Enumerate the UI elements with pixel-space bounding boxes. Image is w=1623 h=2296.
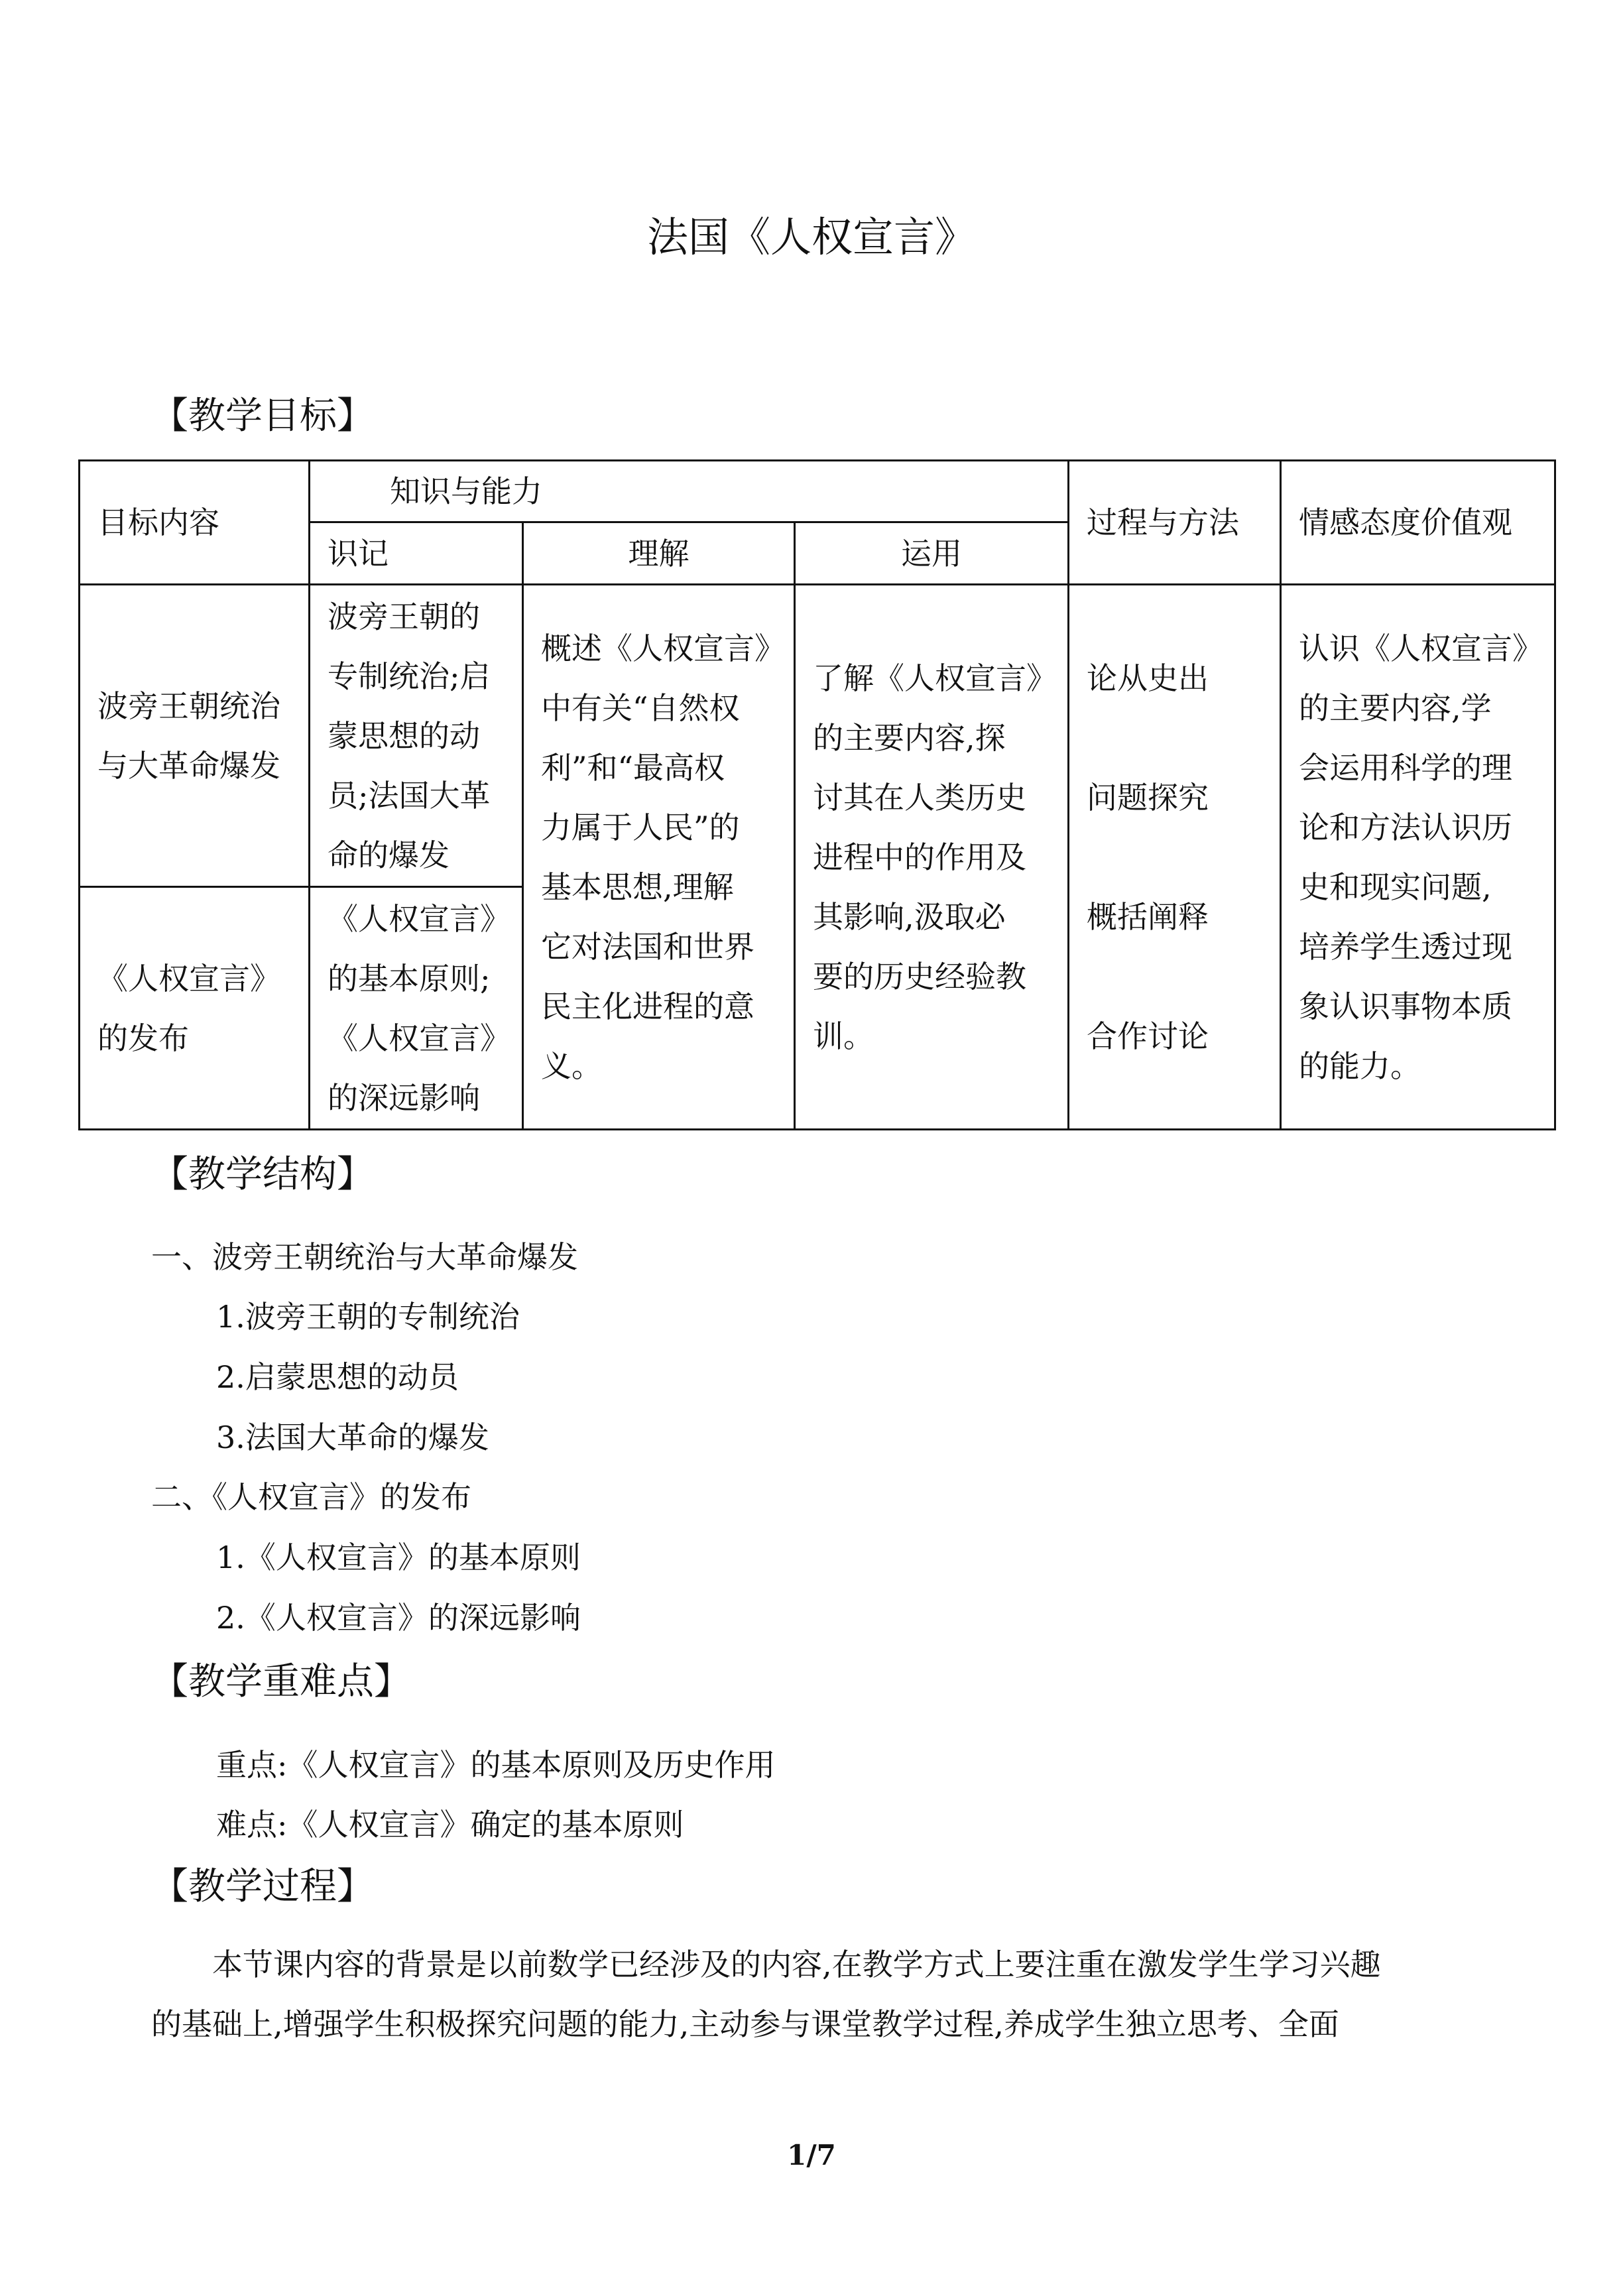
section-heading-key-points: 【教学重难点】 <box>151 1660 411 1703</box>
header-process-method: 过程与方法 <box>1069 461 1281 585</box>
row1-target: 波旁王朝统治 与大革命爆发 <box>80 585 310 887</box>
row2-remember: 《人权宣言》 的基本原则; 《人权宣言》 的深远影响 <box>310 887 523 1130</box>
structure-item: 3.法国大革命的爆发 <box>216 1420 489 1455</box>
section-heading-process: 【教学过程】 <box>151 1865 374 1908</box>
apply-cell: 了解《人权宣言》 的主要内容,探 讨其在人类历史 进程中的作用及 其影响,汲取必 要的历史经验教 训。 <box>795 585 1069 1130</box>
header-emotion: 情感态度价值观 <box>1281 461 1555 585</box>
header-knowledge: 知识与能力 <box>310 461 1069 522</box>
header-apply: 运用 <box>795 522 1069 585</box>
emotion-cell: 认识《人权宣言》 的主要内容,学 会运用科学的理 论和方法认识历 史和现实问题, 培养学生透过现 象认识事物本质 的能力。 <box>1281 585 1555 1130</box>
structure-part1: 一、波旁王朝统治与大革命爆发 <box>151 1239 578 1275</box>
goals-table <box>78 459 1556 1130</box>
process-line: 的基础上,增强学生积极探究问题的能力,主动参与课堂教学过程,养成学生独立思考、全面 <box>151 2006 1339 2042</box>
page-title: 法国《人权宣言》 <box>646 213 976 261</box>
header-remember: 识记 <box>310 522 523 585</box>
header-target: 目标内容 <box>80 461 310 585</box>
page-number: 1/7 <box>787 2139 836 2171</box>
process-paragraph <box>151 1935 1477 2054</box>
key-point-important: 重点:《人权宣言》的基本原则及历史作用 <box>216 1747 776 1783</box>
structure-part2: 二、《人权宣言》的发布 <box>151 1479 471 1515</box>
process-line: 本节课内容的背景是以前数学已经涉及的内容,在教学方式上要注重在激发学生学习兴趣 <box>212 1947 1381 1982</box>
structure-item: 2.启蒙思想的动员 <box>216 1359 459 1395</box>
row2-target: 《人权宣言》 的发布 <box>80 887 310 1130</box>
structure-item: 2.《人权宣言》的深远影响 <box>216 1600 581 1636</box>
key-point-difficult: 难点:《人权宣言》确定的基本原则 <box>216 1807 684 1843</box>
methods-cell: 论从史出 问题探究 概括阐释 合作讨论 <box>1069 585 1281 1130</box>
section-heading-structure: 【教学结构】 <box>151 1153 374 1196</box>
section-heading-goals: 【教学目标】 <box>151 394 374 438</box>
header-understand: 理解 <box>523 522 795 585</box>
row1-remember: 波旁王朝的 专制统治;启 蒙思想的动 员;法国大革 命的爆发 <box>310 585 523 887</box>
structure-item: 1.《人权宣言》的基本原则 <box>216 1540 581 1575</box>
structure-item: 1.波旁王朝的专制统治 <box>216 1299 520 1335</box>
understand-cell: 概述《人权宣言》 中有关“自然权 利”和“最高权 力属于人民”的 基本思想,理解 它对法国和世界 民主化进程的意 义。 <box>523 585 795 1130</box>
